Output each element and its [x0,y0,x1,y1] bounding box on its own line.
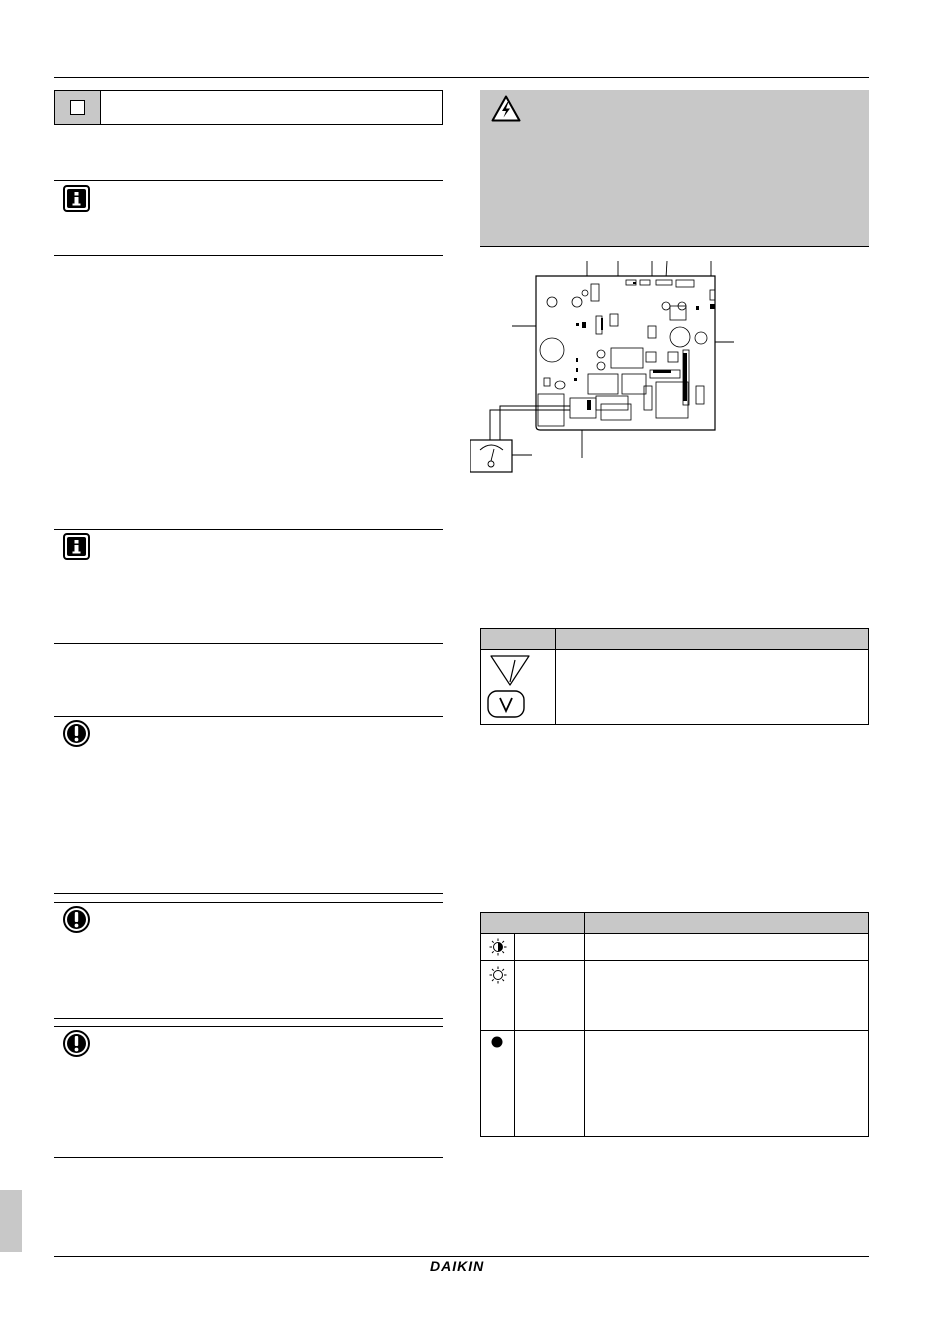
info-icon [63,185,90,212]
info-note-1-top-rule [54,180,443,181]
caution-2-top-rule [54,902,443,903]
led-off-icon [489,966,507,984]
info-note-1-bottom-rule [54,255,443,256]
caution-1-top-rule [54,716,443,717]
caution-3-top-rule [54,1026,443,1027]
header-rule [54,77,869,78]
procedure-step-box [54,90,443,125]
electric-hazard-icon [491,95,521,122]
voltmeter-symbol-icon [489,654,531,686]
led-table-divider-main [584,913,585,1136]
caution-icon [63,906,90,933]
caution-icon [63,1030,90,1057]
led-status-table-header [481,913,868,934]
electrical-symbol-table [480,628,869,725]
electrical-symbol-table-header [481,629,868,650]
led-on-icon [491,1035,503,1047]
info-note-2-top-rule [54,529,443,530]
pcb-diagram [470,258,750,473]
daikin-logo: DAIKIN [430,1258,485,1274]
led-status-table [480,912,869,1137]
led-blinking-icon [489,938,507,956]
electrical-warning-banner [480,90,869,246]
electrical-symbol-table-divider [555,629,556,724]
led-table-row-sep [481,1030,868,1031]
caution-2-bottom-rule [54,1018,443,1019]
caution-1-bottom-rule [54,893,443,894]
caution-icon [63,720,90,747]
led-table-divider-symbol [514,933,515,1136]
footer-rule [54,1256,869,1257]
info-note-2-bottom-rule [54,643,443,644]
caution-3-bottom-rule [54,1157,443,1158]
info-icon [63,533,90,560]
warning-banner-bottom-rule [480,246,869,247]
step-checkbox[interactable] [70,100,85,115]
v-symbol-icon [486,689,526,719]
step-checkbox-cell [55,91,101,124]
led-table-row-sep [481,960,868,961]
section-side-tab [0,1190,22,1252]
